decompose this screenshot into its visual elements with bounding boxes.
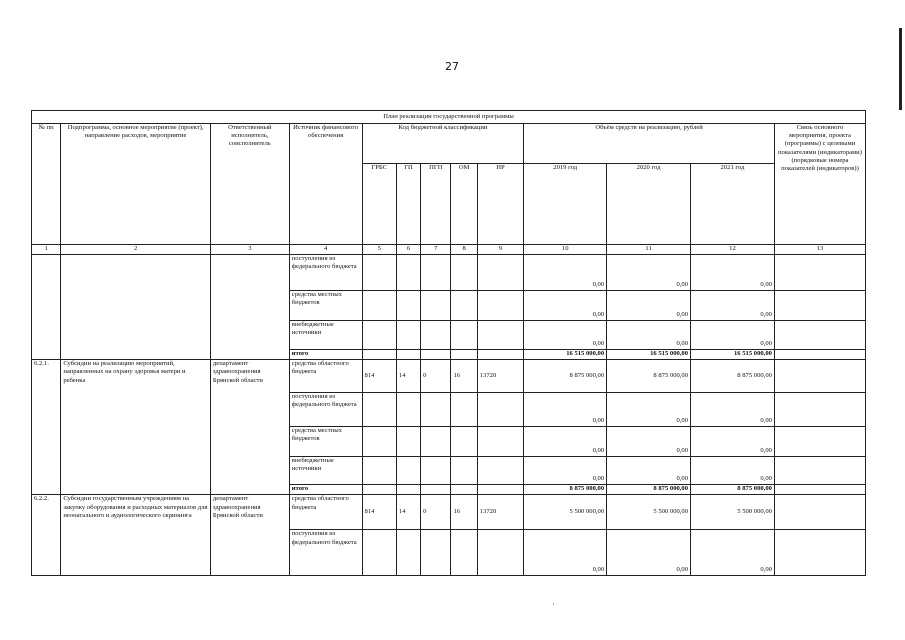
value-2020: 5 500 000,00 <box>607 495 691 530</box>
total-2021: 8 875 000,00 <box>691 485 775 495</box>
table-title: План реализации государственной программы <box>32 111 866 124</box>
item-executor: департамент здравоохранения Брянской области <box>210 495 289 576</box>
header-om: ОМ <box>451 164 477 245</box>
table-row <box>32 495 866 530</box>
col-number: 2 <box>61 245 211 255</box>
source-cell: средства местных бюджетов <box>289 427 362 457</box>
col-number: 12 <box>691 245 775 255</box>
col-number: 4 <box>289 245 362 255</box>
value-2021: 0,00 <box>691 530 775 576</box>
value-2020: 8 875 000,00 <box>607 360 691 393</box>
source-cell: поступления из федерального бюджета <box>289 393 362 427</box>
page-number: 27 <box>445 60 459 73</box>
source-cell: средства местных бюджетов <box>289 291 362 321</box>
source-cell: средства областного бюджета <box>289 360 362 393</box>
value-2019: 0,00 <box>524 291 607 321</box>
value-2019: 0,00 <box>524 427 607 457</box>
gp-code: 14 <box>396 360 420 393</box>
header-volume: Объём средств на реализацию, рублей <box>524 124 775 164</box>
header-2019: 2019 год <box>524 164 607 245</box>
value-2019: 5 500 000,00 <box>524 495 607 530</box>
header-grbs: ГРБС <box>362 164 396 245</box>
source-cell: поступления из федерального бюджета <box>289 255 362 291</box>
scan-margin-mark <box>899 28 902 110</box>
value-2019: 8 875 000,00 <box>524 360 607 393</box>
value-2020: 0,00 <box>607 427 691 457</box>
value-2021: 0,00 <box>691 457 775 485</box>
plan-table-container <box>31 110 866 575</box>
header-2021: 2021 год <box>691 164 775 245</box>
item-number: 6.2.1. <box>32 360 61 495</box>
total-2020: 16 515 000,00 <box>607 350 691 360</box>
value-2019: 0,00 <box>524 393 607 427</box>
header-budget-code: Код бюджетной классификации <box>362 124 524 164</box>
header-name: Подпрограмма, основное мероприятие (проект), направление расходов, мероприятие <box>61 124 211 245</box>
np-code: 13720 <box>477 360 524 393</box>
source-cell: внебюджетные источники <box>289 457 362 485</box>
value-2021: 0,00 <box>691 393 775 427</box>
header-source: Источник финансового обеспечения <box>289 124 362 245</box>
value-2020: 0,00 <box>607 255 691 291</box>
header-2020: 2020 год <box>607 164 691 245</box>
table-row <box>32 321 866 350</box>
col-number: 5 <box>362 245 396 255</box>
table-row <box>32 291 866 321</box>
value-2021: 0,00 <box>691 321 775 350</box>
value-2020: 0,00 <box>607 530 691 576</box>
plan-table <box>31 110 866 576</box>
header-gp: ГП <box>396 164 420 245</box>
value-2020: 0,00 <box>607 321 691 350</box>
col-number: 3 <box>210 245 289 255</box>
table-row <box>32 255 866 291</box>
om-code: 16 <box>451 495 477 530</box>
header-num: № пп <box>32 124 61 245</box>
item-executor: департамент здравоохранения Брянской области <box>210 360 289 495</box>
pgp-code: 0 <box>421 360 451 393</box>
value-2019: 0,00 <box>524 255 607 291</box>
value-2019: 0,00 <box>524 321 607 350</box>
gp-code: 14 <box>396 495 420 530</box>
item-number: 6.2.2. <box>32 495 61 576</box>
total-2020: 8 875 000,00 <box>607 485 691 495</box>
col-number: 1 <box>32 245 61 255</box>
item-name: Субсидии на реализацию мероприятий, направленных на охрану здоровья матери и ребенка <box>61 360 211 495</box>
total-row <box>32 350 866 360</box>
total-2021: 16 515 000,00 <box>691 350 775 360</box>
col-number: 13 <box>774 245 865 255</box>
table-row <box>32 360 866 393</box>
pgp-code: 0 <box>421 495 451 530</box>
source-cell: внебюджетные источники <box>289 321 362 350</box>
np-code: 13720 <box>477 495 524 530</box>
col-number: 7 <box>421 245 451 255</box>
col-number: 9 <box>477 245 524 255</box>
value-2020: 0,00 <box>607 291 691 321</box>
total-label: итого <box>289 350 362 360</box>
col-number: 10 <box>524 245 607 255</box>
value-2021: 5 500 000,00 <box>691 495 775 530</box>
value-2020: 0,00 <box>607 393 691 427</box>
value-2021: 0,00 <box>691 291 775 321</box>
grbs-code: 814 <box>362 495 396 530</box>
value-2021: 0,00 <box>691 427 775 457</box>
source-cell: средства областного бюджета <box>289 495 362 530</box>
grbs-code: 814 <box>362 360 396 393</box>
value-2021: 0,00 <box>691 255 775 291</box>
header-executor: Ответственный исполнитель, соисполнитель <box>210 124 289 245</box>
total-2019: 16 515 000,00 <box>524 350 607 360</box>
item-name: Субсидии государственным учреждениям на закупку оборудования и расходных материалов для неонатального и аудиологического скрининга <box>61 495 211 576</box>
om-code: 16 <box>451 360 477 393</box>
value-2021: 8 875 000,00 <box>691 360 775 393</box>
total-label: итого <box>289 485 362 495</box>
header-np: НР <box>477 164 524 245</box>
value-2020: 0,00 <box>607 457 691 485</box>
value-2019: 0,00 <box>524 457 607 485</box>
col-number: 8 <box>451 245 477 255</box>
source-cell: поступления из федерального бюджета <box>289 530 362 576</box>
total-2019: 8 875 000,00 <box>524 485 607 495</box>
header-pgp: ПГП <box>421 164 451 245</box>
col-number: 6 <box>396 245 420 255</box>
value-2019: 0,00 <box>524 530 607 576</box>
scan-speck <box>553 603 554 605</box>
col-number: 11 <box>607 245 691 255</box>
header-link: Связь основного мероприятия, проекта (программы) с целевыми показателями (индикаторами) (порядковые номера показателей (индикаторов)) <box>774 124 865 245</box>
